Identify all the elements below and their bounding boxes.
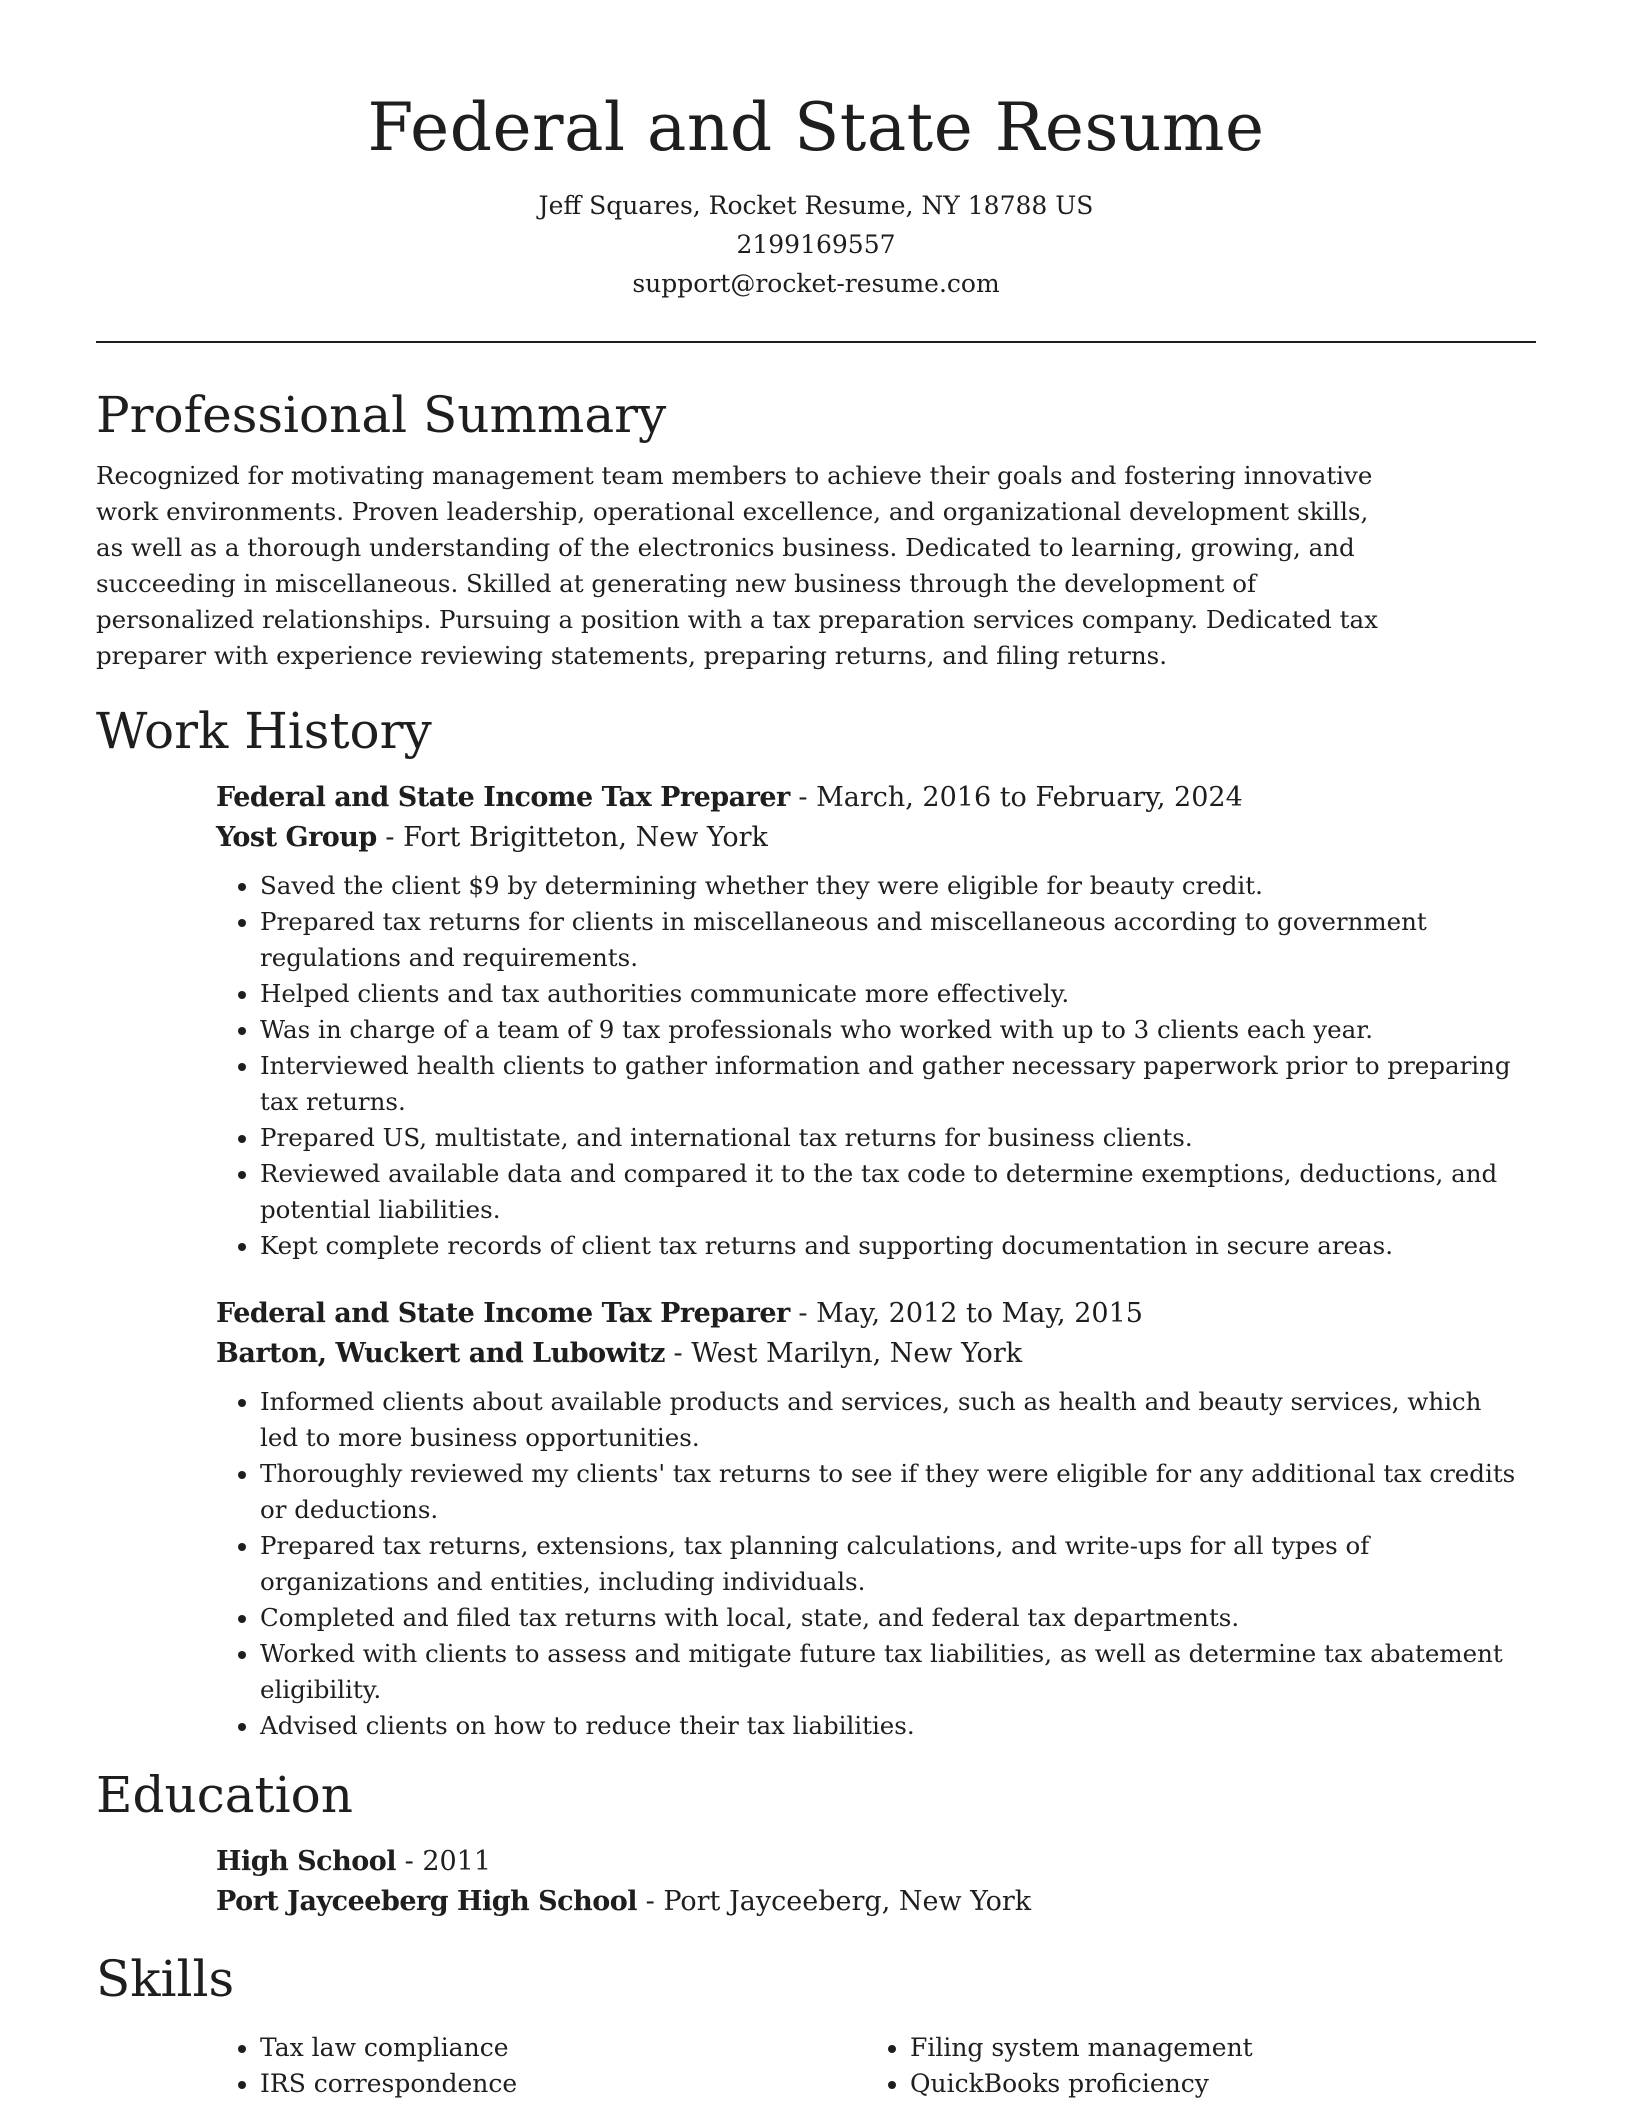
- school-name: Port Jayceeberg High School: [216, 1886, 638, 1917]
- summary-section: [96, 378, 1536, 674]
- list-item: • Prepared tax returns for clients in miscellaneous and miscellaneous according to government regulations and requirements.: [260, 904, 1516, 976]
- job-title: Federal and State Income Tax Preparer: [216, 1298, 790, 1329]
- job-dates: - May, 2012 to May, 2015: [789, 1298, 1143, 1329]
- degree-year: - 2011: [396, 1846, 492, 1877]
- degree: High School: [216, 1846, 397, 1877]
- school-line: [216, 1882, 1516, 1922]
- job-entry: [216, 778, 1516, 1264]
- list-item: • Advised clients on how to reduce their tax liabilities.: [260, 1708, 1516, 1744]
- list-item: • Thoroughly reviewed my clients' tax returns to see if they were eligible for any additional tax credits or deductions.: [260, 1456, 1516, 1528]
- job-location: - West Marilyn, New York: [664, 1338, 1023, 1369]
- education-entry: [216, 1842, 1516, 1922]
- list-item: • Prepared US, multistate, and international tax returns for business clients.: [260, 1120, 1516, 1156]
- list-item: • Kept complete records of client tax returns and supporting documentation in secure areas.: [260, 1228, 1516, 1264]
- list-item: • Worked with clients to assess and mitigate future tax liabilities, as well as determine tax abatement eligibility.: [260, 1636, 1516, 1708]
- job-title-line: [216, 1294, 1516, 1334]
- list-item: • Completed and filed tax returns with local, state, and federal tax departments.: [260, 1600, 1516, 1636]
- resume-content: [96, 378, 1536, 2102]
- header-divider: [96, 341, 1536, 343]
- job-company: Barton, Wuckert and Lubowitz: [216, 1338, 665, 1369]
- summary-text: Recognized for motivating management team members to achieve their goals and fostering innovative work environments. Proven leadership, operational excellence, and organizational development skills, as well as a thorough understanding of the electronics business. Dedicated to learning, growing, and succeeding in miscellaneous. Skilled at generating new business through the development of personalized relationships. Pursuing a position with a tax preparation services company. Dedicated tax preparer with experience reviewing statements, preparing returns, and filing returns.: [96, 461, 1378, 670]
- resume-header: [96, 84, 1536, 303]
- list-item: • Reviewed available data and compared it to the tax code to determine exemptions, deductions, and potential liabilities.: [260, 1156, 1516, 1228]
- list-item: • Saved the client $9 by determining whether they were eligible for beauty credit.: [260, 868, 1516, 904]
- education-section: [96, 1758, 1536, 1922]
- skills-list-right: [866, 2030, 1516, 2102]
- list-item: • Was in charge of a team of 9 tax professionals who worked with up to 3 clients each year.: [260, 1012, 1516, 1048]
- job-entry: [216, 1294, 1516, 1744]
- job-bullet-list: [216, 868, 1516, 1264]
- school-location: - Port Jayceeberg, New York: [637, 1886, 1032, 1917]
- list-item: • Interviewed health clients to gather information and gather necessary paperwork prior to preparing tax returns.: [260, 1048, 1516, 1120]
- work-history-section: [96, 694, 1536, 1744]
- contact-email[interactable]: support@rocket-resume.com: [632, 269, 1000, 298]
- list-item: • Prepared tax returns, extensions, tax planning calculations, and write-ups for all types of organizations and entities, including individuals.: [260, 1528, 1516, 1600]
- list-item: • Helped clients and tax authorities communicate more effectively.: [260, 976, 1516, 1012]
- job-bullet-list: [216, 1384, 1516, 1744]
- job-location: - Fort Brigitteton, New York: [376, 822, 768, 853]
- skills-grid: [216, 2030, 1516, 2102]
- skill-item: • Filing system management: [910, 2030, 1516, 2066]
- job-company-line: [216, 818, 1516, 858]
- skill-item: • IRS correspondence: [260, 2066, 866, 2102]
- skill-item: • QuickBooks proficiency: [910, 2066, 1516, 2102]
- contact-phone: 2199169557: [736, 230, 896, 259]
- job-company-line: [216, 1334, 1516, 1374]
- degree-line: [216, 1842, 1516, 1882]
- skills-section: [96, 1942, 1536, 2102]
- job-title: Federal and State Income Tax Preparer: [216, 782, 790, 813]
- education-heading: Education: [96, 1766, 353, 1824]
- summary-heading: Professional Summary: [96, 386, 667, 444]
- job-dates: - March, 2016 to February, 2024: [789, 782, 1243, 813]
- work-history-heading: Work History: [96, 702, 432, 760]
- skills-list-left: [216, 2030, 866, 2102]
- skills-heading: Skills: [96, 1950, 235, 2008]
- contact-block: [96, 186, 1536, 303]
- resume-title: Federal and State Resume: [367, 89, 1265, 166]
- job-title-line: [216, 778, 1516, 818]
- job-company: Yost Group: [216, 822, 377, 853]
- list-item: • Informed clients about available products and services, such as health and beauty services, which led to more business opportunities.: [260, 1384, 1516, 1456]
- skill-item: • Tax law compliance: [260, 2030, 866, 2066]
- contact-address: Jeff Squares, Rocket Resume, NY 18788 US: [538, 191, 1094, 220]
